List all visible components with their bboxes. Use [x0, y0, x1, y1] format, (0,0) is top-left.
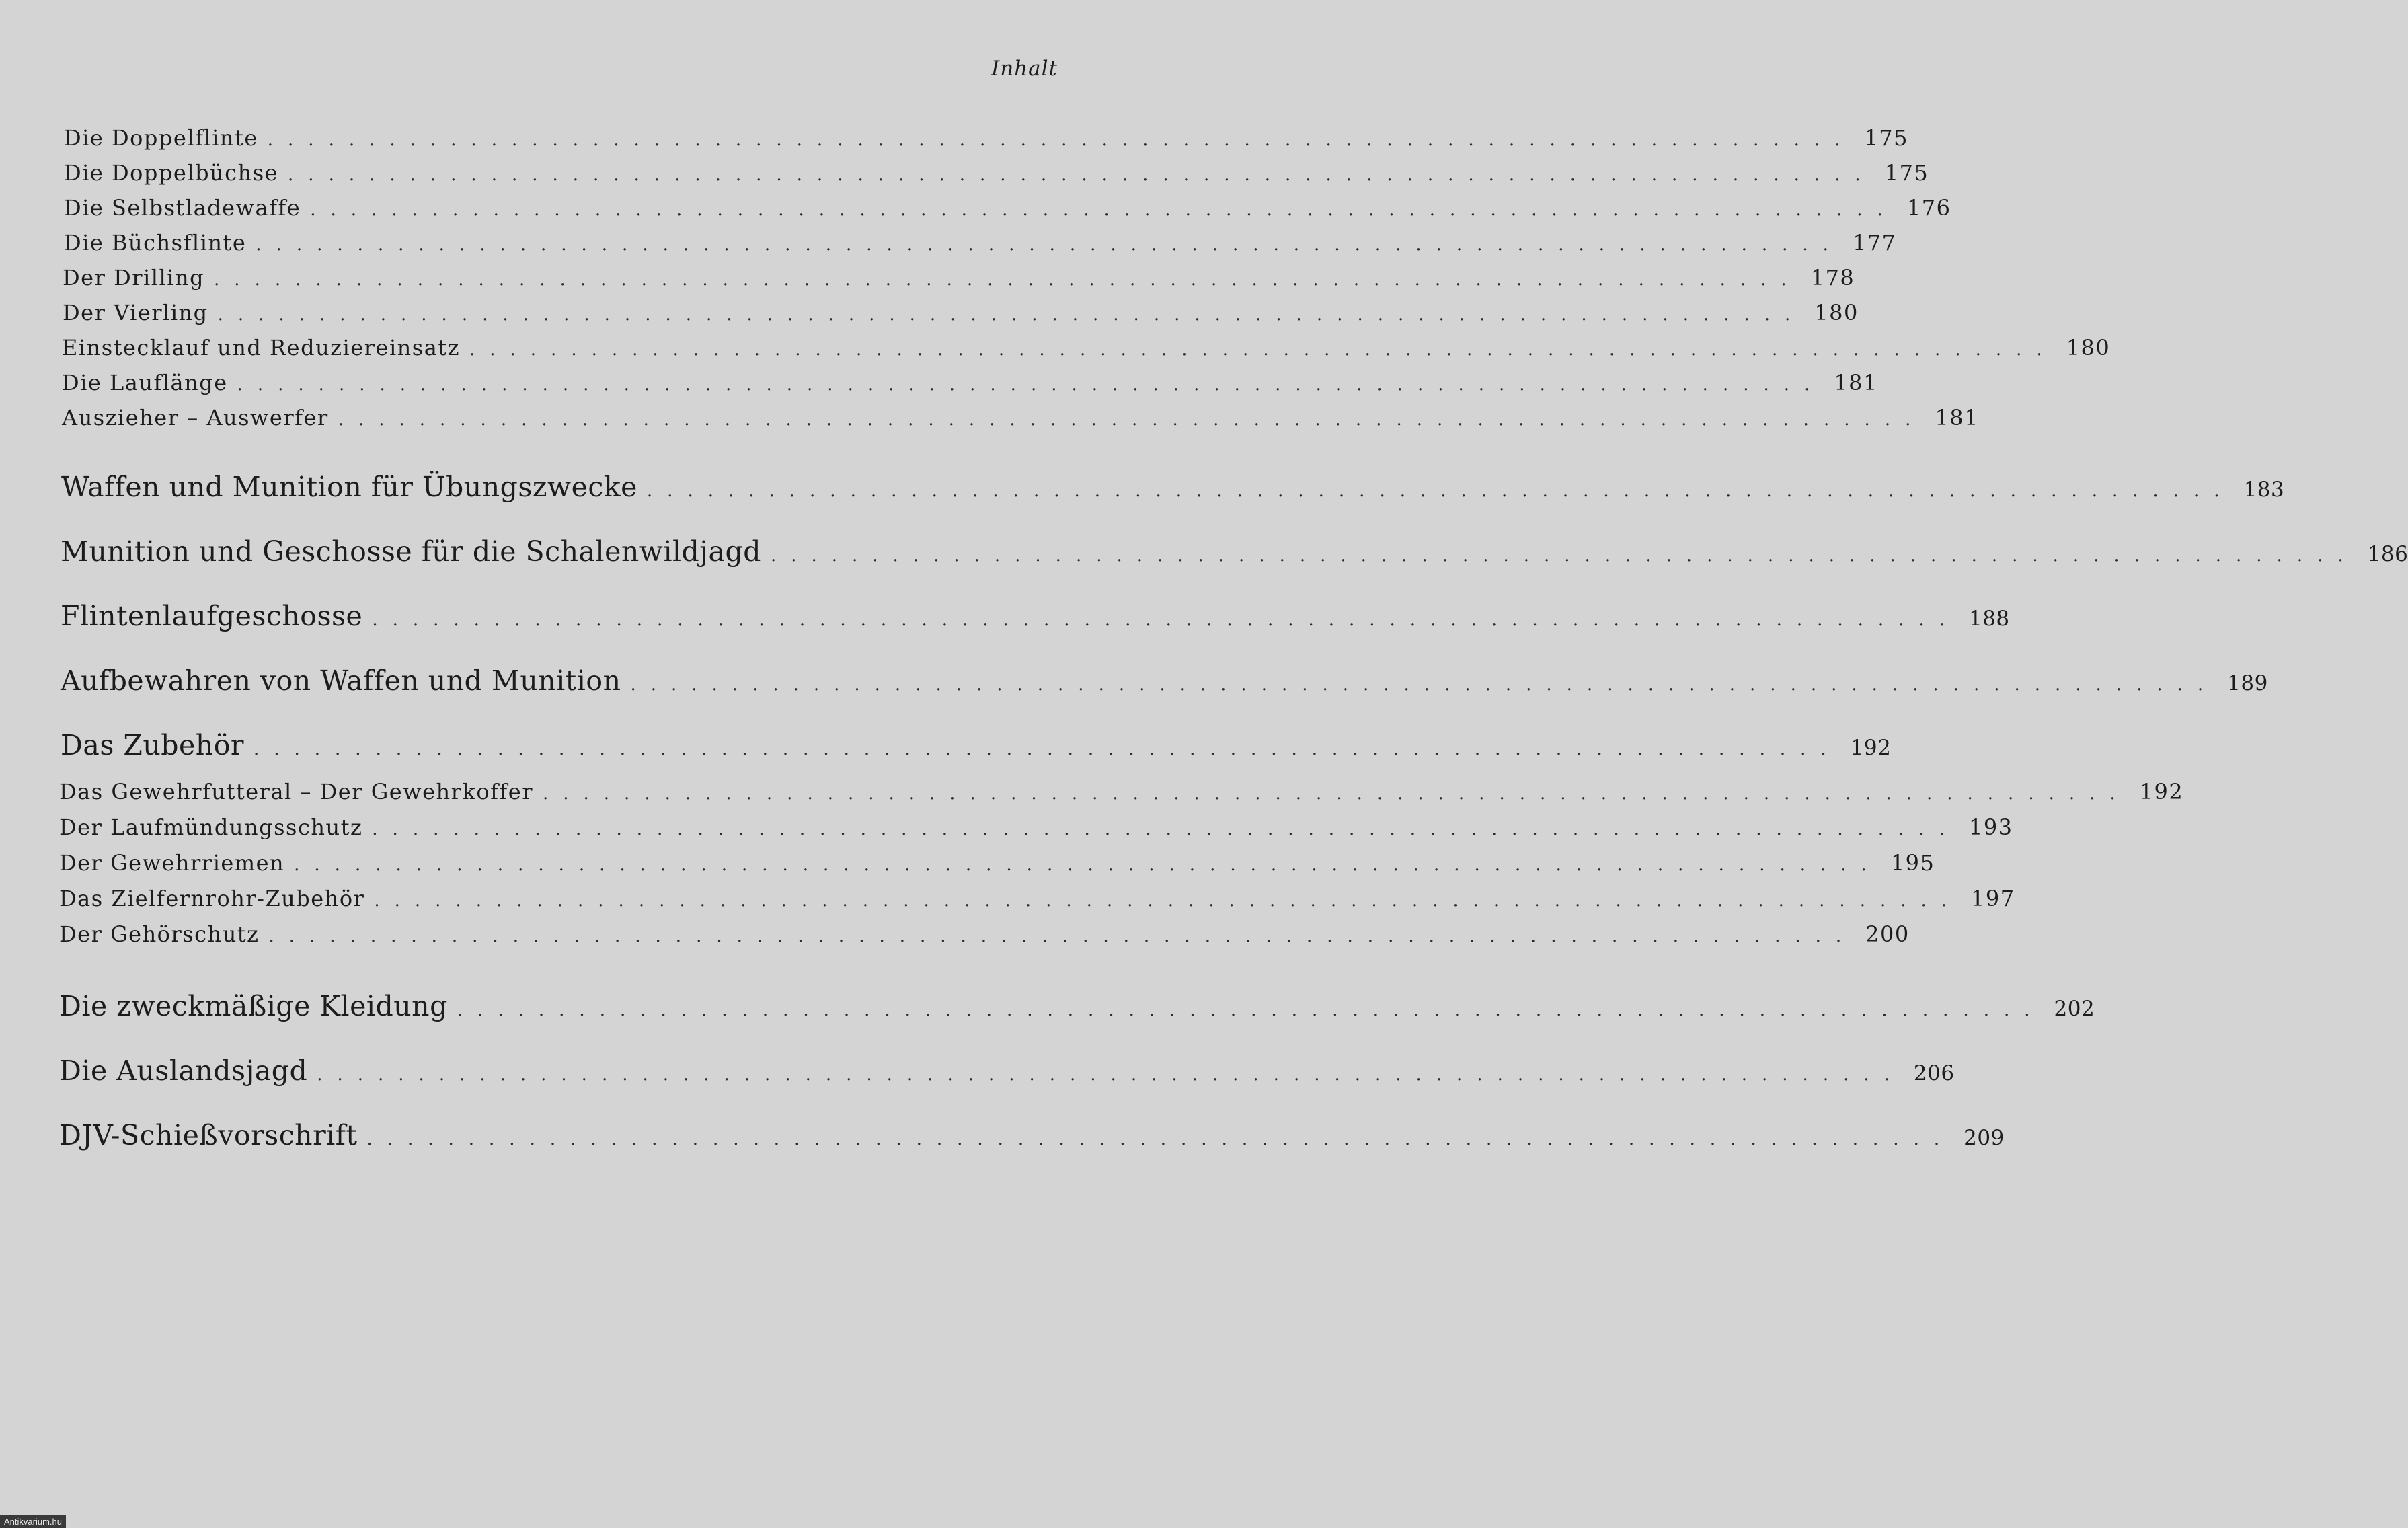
dot-leader: .............................................................................. — [457, 1000, 2045, 1020]
toc-chapter-entry[interactable] — [61, 600, 2010, 632]
toc-entry[interactable] — [59, 921, 1910, 947]
dot-leader: .............................................................................. — [267, 130, 1855, 150]
dot-leader: .............................................................................. — [214, 270, 1801, 290]
toc-chapter-entry[interactable] — [61, 535, 2408, 568]
toc-entry[interactable] — [63, 300, 1859, 326]
entry-title: Der Vierling — [63, 300, 208, 326]
toc-chapter-entry[interactable] — [59, 1119, 2005, 1151]
entry-page: 181 — [1935, 405, 1979, 430]
dot-leader: .............................................................................. — [372, 819, 1959, 839]
dot-leader: .............................................................................. — [543, 784, 2130, 804]
entry-title: Auszieher – Auswerfer — [62, 405, 329, 430]
dot-leader: .............................................................................. — [253, 739, 1841, 759]
toc-entry[interactable] — [64, 195, 1951, 221]
entry-page: 178 — [1810, 265, 1855, 291]
entry-page: 180 — [2066, 335, 2111, 360]
entry-page: 200 — [1865, 921, 1910, 947]
entry-page: 176 — [1906, 195, 1951, 221]
chapter-page: 183 — [2243, 478, 2285, 502]
entry-page: 175 — [1884, 160, 1929, 186]
dot-leader: .............................................................................. — [646, 481, 2235, 501]
entry-page: 193 — [1968, 814, 2013, 840]
entry-title: Die Doppelbüchse — [64, 160, 279, 186]
toc-entry[interactable] — [59, 850, 1935, 876]
toc-entry[interactable] — [59, 814, 2013, 840]
chapter-page: 188 — [1968, 607, 2010, 631]
toc-entry[interactable] — [62, 370, 1878, 395]
entry-page: 180 — [1814, 300, 1859, 326]
chapter-page: 202 — [2054, 997, 2095, 1021]
dot-leader: .............................................................................. — [268, 926, 1857, 946]
dot-leader: .............................................................................. — [630, 675, 2218, 695]
entry-page: 197 — [1971, 886, 2015, 911]
dot-leader: .............................................................................. — [366, 1129, 1955, 1149]
dot-leader: .............................................................................. — [372, 610, 1959, 630]
toc-entry[interactable] — [64, 160, 1929, 186]
toc-entry[interactable] — [62, 405, 1979, 430]
chapter-title: Munition und Geschosse für die Schalenwildjagd — [61, 535, 761, 568]
page-header-title: Inhalt — [991, 56, 1058, 81]
toc-chapter-entry[interactable] — [59, 1055, 1955, 1087]
dot-leader: .............................................................................. — [770, 545, 2358, 566]
entry-title: Der Gewehrriemen — [59, 850, 285, 876]
chapter-title: Flintenlaufgeschosse — [61, 600, 363, 632]
chapter-title: Aufbewahren von Waffen und Munition — [61, 664, 621, 697]
entry-title: Die Doppelflinte — [64, 125, 258, 151]
dot-leader: .............................................................................. — [338, 410, 1926, 430]
dot-leader: .............................................................................. — [217, 305, 1805, 325]
entry-page: 175 — [1864, 125, 1909, 151]
chapter-title: Die zweckmäßige Kleidung — [59, 990, 448, 1022]
toc-entry[interactable] — [64, 125, 1909, 151]
entry-title: Die Selbstladewaffe — [64, 195, 301, 221]
dot-leader: .............................................................................. — [256, 235, 1843, 255]
entry-title: Das Zielfernrohr-Zubehör — [59, 886, 365, 911]
chapter-page: 206 — [1913, 1061, 1955, 1085]
chapter-page: 189 — [2227, 671, 2268, 695]
dot-leader: .............................................................................. — [374, 890, 1962, 911]
toc-chapter-entry[interactable] — [61, 664, 2268, 697]
entry-title: Der Drilling — [63, 265, 205, 291]
toc-chapter-entry[interactable] — [61, 729, 1892, 761]
chapter-title: Die Auslandsjagd — [59, 1055, 308, 1087]
toc-chapter-entry[interactable] — [59, 990, 2095, 1022]
dot-leader: .............................................................................. — [469, 340, 2057, 360]
chapter-page: 186 — [2367, 542, 2408, 566]
dot-leader: .............................................................................. — [310, 200, 1898, 220]
entry-title: Der Laufmündungsschutz — [59, 814, 363, 840]
entry-title: Der Gehörschutz — [59, 921, 260, 947]
dot-leader: .............................................................................. — [317, 1065, 1904, 1085]
toc-entry[interactable] — [59, 886, 2015, 911]
chapter-title: Waffen und Munition für Übungszwecke — [61, 471, 637, 503]
toc-entry[interactable] — [59, 779, 2184, 804]
chapter-page: 192 — [1850, 736, 1892, 760]
entry-page: 181 — [1834, 370, 1878, 395]
entry-title: Die Büchsflinte — [64, 230, 247, 256]
chapter-title: DJV-Schießvorschrift — [59, 1119, 358, 1151]
entry-title: Das Gewehrfutteral – Der Gewehrkoffer — [59, 779, 533, 804]
chapter-page: 209 — [1964, 1126, 2005, 1150]
entry-page: 177 — [1852, 230, 1897, 256]
toc-chapter-entry[interactable] — [61, 471, 2285, 503]
entry-title: Die Lauflänge — [62, 370, 228, 395]
entry-title: Einstecklauf und Reduziereinsatz — [62, 335, 460, 360]
entry-page: 195 — [1890, 850, 1935, 876]
toc-entry[interactable] — [64, 230, 1897, 256]
watermark: Antikvarium.hu — [0, 1515, 66, 1528]
chapter-title: Das Zubehör — [61, 729, 244, 761]
dot-leader: .............................................................................. — [294, 855, 1881, 875]
toc-entry[interactable] — [63, 265, 1855, 291]
dot-leader: .............................................................................. — [288, 165, 1875, 185]
toc-entry[interactable] — [62, 335, 2111, 360]
entry-page: 192 — [2139, 779, 2184, 804]
dot-leader: .............................................................................. — [237, 375, 1825, 395]
